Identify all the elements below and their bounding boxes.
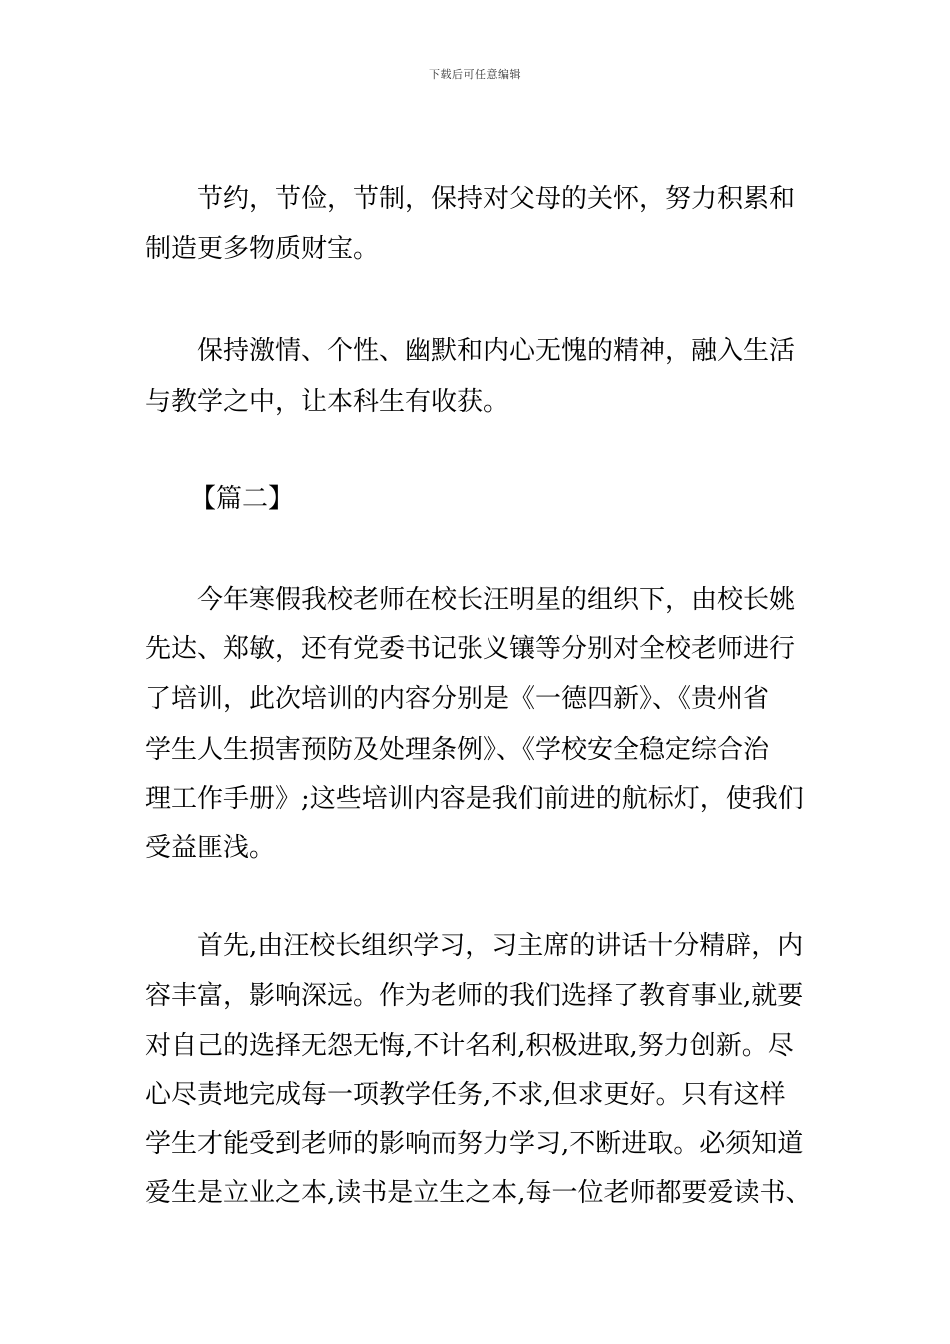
text-line: 学生才能受到老师的影响而努力学习,不断进取。必须知道 [145, 1129, 804, 1159]
text-line: 节约，节俭，节制，保持对父母的关怀，努力积累和 [197, 184, 796, 214]
text-line: 对自己的选择无怨无悔,不计名利,积极进取,努力创新。尽 [145, 1031, 794, 1061]
text-line: 先达、郑敏，还有党委书记张义镶等分别对全校老师进行 [145, 634, 796, 664]
text-line: 爱生是立业之本,读书是立生之本,每一位老师都要爱读书、 [145, 1178, 812, 1208]
text-line: 受益匪浅。 [145, 833, 276, 863]
text-line: 学生人生损害预防及处理条例》、《学校安全稳定综合治 [145, 735, 770, 765]
text-line: 心尽责地完成每一项教学任务,不求,但求更好。只有这样 [145, 1080, 786, 1110]
text-line: 今年寒假我校老师在校长汪明星的组织下，由校长姚 [197, 585, 796, 615]
text-line: 了培训，此次培训的内容分别是《一德四新》、《贵州省 [145, 684, 770, 714]
text-line: 容丰富，影响深远。作为老师的我们选择了教育事业,就要 [145, 981, 804, 1011]
text-line: 理工作手册》;这些培训内容是我们前进的航标灯，使我们 [145, 784, 804, 814]
text-line: 首先,由汪校长组织学习，习主席的讲话十分精辟，内 [197, 931, 804, 961]
page-header: 下载后可任意编辑 [429, 68, 521, 81]
text-line: 保持激情、个性、幽默和内心无愧的精神，融入生活 [197, 336, 796, 366]
text-line: 与教学之中，让本科生有收获。 [145, 387, 510, 417]
text-line: 制造更多物质财宝。 [145, 234, 380, 264]
section-heading: 【篇二】 [190, 484, 295, 514]
